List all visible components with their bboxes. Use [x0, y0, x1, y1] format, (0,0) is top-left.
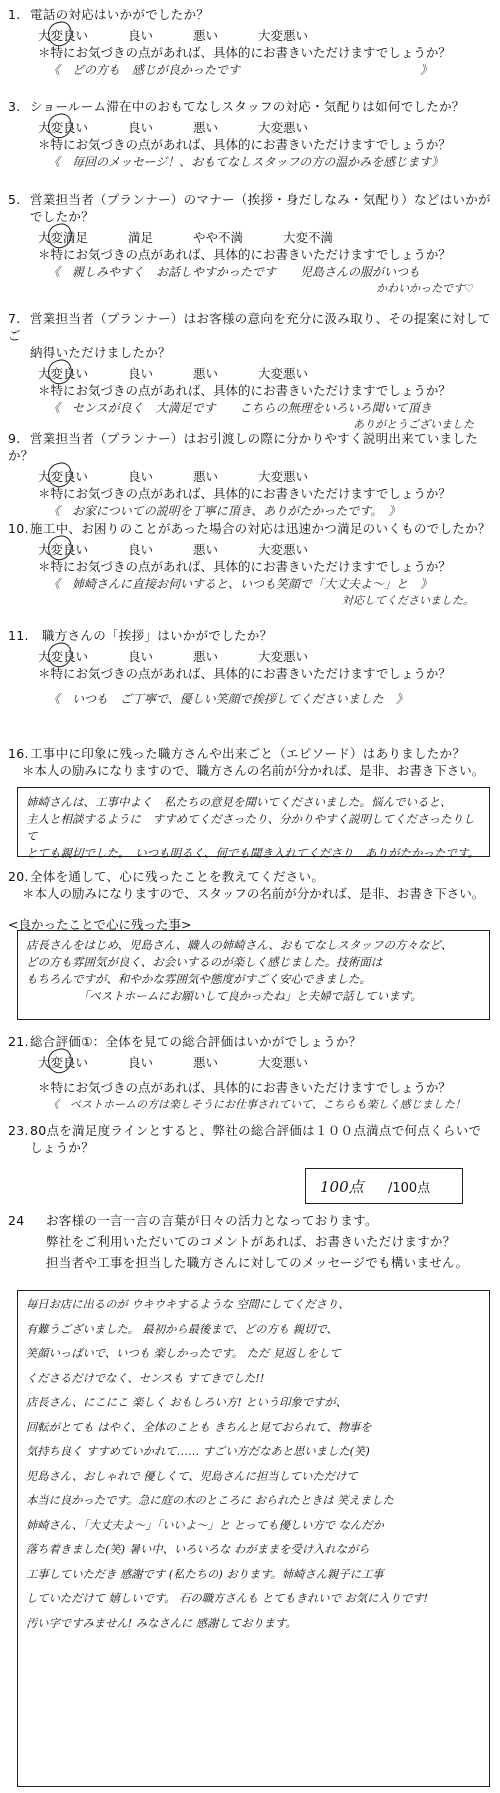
option-slightly-unsatisfied[interactable]: やや不満	[193, 230, 244, 245]
handwritten-answer: 《 どの方も 感じが良かったです 》	[48, 63, 433, 77]
question-number: 10.	[8, 521, 29, 536]
question-number: 1.	[8, 7, 21, 22]
question-title: 営業担当者（プランナー）はお引渡しの際に分かりやすく説明出来ていましたか？	[8, 431, 479, 463]
question-11	[8, 627, 494, 708]
handwritten-answer: 《 お家についての説明を丁寧に頂き、ありがたかったです。 》	[48, 504, 401, 518]
option-good[interactable]: 良い	[128, 366, 154, 381]
handwritten-answer: 《 ベストホームの方は楽しそうにお仕事されていて、こちらも楽しく感じました！	[48, 1098, 466, 1111]
option-very-good[interactable]: 大変良い	[38, 1055, 89, 1070]
question-title-cont: 弊社をご利用いただいてのコメントがあれば、お書きいただけますか？	[46, 1234, 456, 1249]
option-very-bad[interactable]: 大変悪い	[258, 120, 309, 135]
question-title: 工事中に印象に残った職方さんや出来ごと（エピソード）はありましたか？	[30, 746, 466, 761]
question-title: 施工中、お困りのことがあった場合の対応は迅速かつ満足のいくものでしたか？	[30, 521, 491, 536]
question-number: 3.	[8, 99, 21, 114]
rating-options	[8, 229, 494, 246]
handwritten-answer: 《 いつも ご丁寧で、優しい笑顔で挨拶してくださいました 》	[48, 692, 408, 706]
rating-options	[8, 541, 494, 558]
option-bad[interactable]: 悪い	[193, 649, 219, 664]
question-title: 総合評価①：全体を見ての総合評価はいかがでしょうか？	[30, 1034, 362, 1049]
option-good[interactable]: 良い	[128, 542, 154, 557]
comment-prompt: ＊特にお気づきの点があれば、具体的にお書きいただけますでしょうか？	[38, 137, 451, 152]
rating-options	[8, 27, 494, 44]
handwritten-answer-cont: ありがとうございました	[353, 418, 474, 431]
question-24	[8, 1212, 494, 1271]
option-satisfied[interactable]: 満足	[128, 230, 154, 245]
option-very-good[interactable]: 大変良い	[38, 649, 89, 664]
question-1	[8, 6, 494, 79]
option-very-good[interactable]: 大変良い	[38, 366, 89, 381]
option-bad[interactable]: 悪い	[193, 469, 219, 484]
option-bad[interactable]: 悪い	[193, 1055, 219, 1070]
option-bad[interactable]: 悪い	[193, 542, 219, 557]
option-good[interactable]: 良い	[128, 649, 154, 664]
option-very-unsatisfied[interactable]: 大変不満	[283, 230, 334, 245]
option-very-bad[interactable]: 大変悪い	[258, 469, 309, 484]
question-16	[8, 745, 494, 779]
question-number: 5.	[8, 192, 21, 207]
comment-prompt: ＊特にお気づきの点があれば、具体的にお書きいただけますでしょうか？	[38, 383, 451, 398]
question-title: 職方さんの「挨拶」はいかがでしたか？	[42, 628, 273, 643]
question-title: 電話の対応はいかがでしたか？	[30, 7, 210, 22]
option-bad[interactable]: 悪い	[193, 28, 219, 43]
question-title-cont: でしたか？	[30, 209, 95, 224]
question-title: 営業担当者（プランナー）はお客様の意向を充分に汲み取り、その提案に対してご	[8, 311, 491, 343]
rating-options	[8, 1054, 494, 1071]
question-5	[8, 191, 494, 296]
answer-box-24	[17, 1290, 490, 1787]
answer-box-20	[17, 930, 490, 1020]
question-number: 7.	[8, 311, 21, 326]
option-good[interactable]: 良い	[128, 28, 154, 43]
option-very-satisfied[interactable]: 大変満足	[38, 230, 89, 245]
rating-options	[8, 468, 494, 485]
question-number: 11.	[8, 628, 29, 643]
option-very-good[interactable]: 大変良い	[38, 542, 89, 557]
option-bad[interactable]: 悪い	[193, 120, 219, 135]
handwritten-answer: 《 センスが良く 大満足です こちらの無理をいろいろ聞いて頂き	[48, 401, 432, 415]
option-very-bad[interactable]: 大変悪い	[258, 366, 309, 381]
question-title: お客様の一言一言の言葉が日々の活力となっております。	[46, 1213, 378, 1228]
handwritten-answer: 店長さんをはじめ、児島さん、職人の姉崎さん、おもてなしスタッフの方々など、 どの方も雰囲気が良く、お会いするのが楽しく感じました。技術面は もちろんですが、和やかな雰囲気や態度がすごく安心できました。 「ベストホームにお願いして良かったね」と夫婦で話しています。	[26, 938, 453, 1003]
question-7	[8, 310, 494, 432]
rating-options	[8, 365, 494, 382]
handwritten-answer: 姉崎さんは、工事中よく 私たちの意見を聞いてくださいました。悩んでいると、 主人と相談するように すすめてくださったり、分かりやすく説明してくださったりして とても親切でした。 いつも明るく、何でも聞き入れてくださり ありがたかったです。	[26, 795, 480, 860]
handwritten-answer: 《 毎回のメッセージ！、おもてなしスタッフの方の温かみを感じます》	[48, 155, 444, 169]
comment-prompt: ＊特にお気づきの点があれば、具体的にお書きいただけますでしょうか？	[38, 1080, 451, 1095]
question-number: 16.	[8, 746, 29, 761]
question-title-cont: しょうか？	[30, 1140, 95, 1155]
question-title: 80点を満足度ラインとすると、弊社の総合評価は１００点満点で何点くらいで	[30, 1123, 482, 1138]
question-subtitle: ＊本人の励みになりますので、スタッフの名前が分かれば、是非、お書き下さい。	[22, 886, 485, 901]
comment-prompt: ＊特にお気づきの点があれば、具体的にお書きいただけますでしょうか？	[38, 45, 451, 60]
option-very-good[interactable]: 大変良い	[38, 469, 89, 484]
score-unit: /100点	[388, 1181, 431, 1196]
comment-prompt: ＊特にお気づきの点があれば、具体的にお書きいただけますでしょうか？	[38, 666, 451, 681]
score-handwritten: 100点	[320, 1178, 364, 1196]
option-very-bad[interactable]: 大変悪い	[258, 28, 309, 43]
comment-prompt: ＊特にお気づきの点があれば、具体的にお書きいただけますでしょうか？	[38, 247, 451, 262]
question-number: 21.	[8, 1034, 29, 1049]
option-good[interactable]: 良い	[128, 1055, 154, 1070]
handwritten-answer-cont: かわいかったです♡	[376, 282, 474, 295]
option-good[interactable]: 良い	[128, 469, 154, 484]
handwritten-answer: 《 姉崎さんに直接お伺いすると、いつも笑顔で「大丈夫よ〜」と 》	[48, 577, 433, 591]
option-very-bad[interactable]: 大変悪い	[258, 649, 309, 664]
question-title: 全体を通して、心に残ったことを教えてください。	[30, 869, 325, 884]
comment-prompt: ＊特にお気づきの点があれば、具体的にお書きいただけますでしょうか？	[38, 559, 451, 574]
rating-options	[8, 119, 494, 136]
question-subtitle: ＊本人の励みになりますので、職方さんの名前が分かれば、是非、お書き下さい。	[22, 763, 485, 778]
question-20	[8, 868, 494, 933]
question-3	[8, 98, 494, 171]
handwritten-answer: 毎日お店に出るのが ウキウキするような 空間にしてくださり、 有難うございました。 最初から最後まで、どの方も 親切で、 笑顔いっぱいで、いつも 楽しかったです。 ただ 見返しをして くださるだけでなく、センスも すてきでした!! 店長さん、にこにこ 楽しく おもしろい方! という印象ですが、 回転がとても はやく、全体のことも きちんと見ておられて、物事を 気持ち良く すすめていかれて…… すごい方だなあと思いました(笑) 児島さん、おしゃれで 優しくて、児島さんに担当していただけて 本当に良かったです。急に庭の木のところに おられたときは 笑えました 姉崎さん、「大丈夫よ〜」「いいよ〜」と とっても優しい方で なんだか 落ち着きました(笑) 暑い中、いろいろな わがままを受け入れながら 工事していただき 感謝です (私たちの) おります。姉崎さん親子に工事 していただけて 嬉しいです。 石の職方さんも とてもきれいで お気に入りです! 汚い字ですみません! みなさんに 感謝しております。	[26, 1298, 429, 1630]
question-title-cont: 納得いただけましたか？	[30, 345, 171, 360]
option-very-good[interactable]: 大変良い	[38, 28, 89, 43]
question-9	[8, 430, 494, 520]
option-very-bad[interactable]: 大変悪い	[258, 1055, 309, 1070]
option-good[interactable]: 良い	[128, 120, 154, 135]
question-21	[8, 1033, 494, 1114]
question-number: 23.	[8, 1123, 29, 1138]
comment-prompt: ＊特にお気づきの点があれば、具体的にお書きいただけますでしょうか？	[38, 486, 451, 501]
question-23	[8, 1122, 494, 1156]
score-box	[305, 1168, 463, 1204]
handwritten-answer: 《 親しみやすく お話しやすかったです 児島さんの服がいつも	[48, 265, 421, 279]
question-title-cont: 担当者や工事を担当した職方さんに対してのメッセージでも構いません。	[46, 1255, 469, 1270]
answer-box-16	[17, 787, 490, 860]
question-title: ショールーム滞在中のおもてなしスタッフの対応・気配りは如何でしたか？	[30, 99, 465, 114]
option-bad[interactable]: 悪い	[193, 366, 219, 381]
handwritten-answer-cont: 対応してくださいました。	[342, 594, 474, 607]
question-10	[8, 520, 494, 608]
question-number: 20.	[8, 869, 29, 884]
rating-options	[8, 648, 494, 665]
question-title: 営業担当者（プランナー）のマナー（挨拶・身だしなみ・気配り）などはいかが	[30, 192, 491, 207]
option-very-good[interactable]: 大変良い	[38, 120, 89, 135]
question-number: 24	[8, 1213, 25, 1228]
option-very-bad[interactable]: 大変悪い	[258, 542, 309, 557]
question-number: 9.	[8, 431, 21, 446]
section-heading: <良かったことで心に残った事>	[8, 917, 192, 932]
